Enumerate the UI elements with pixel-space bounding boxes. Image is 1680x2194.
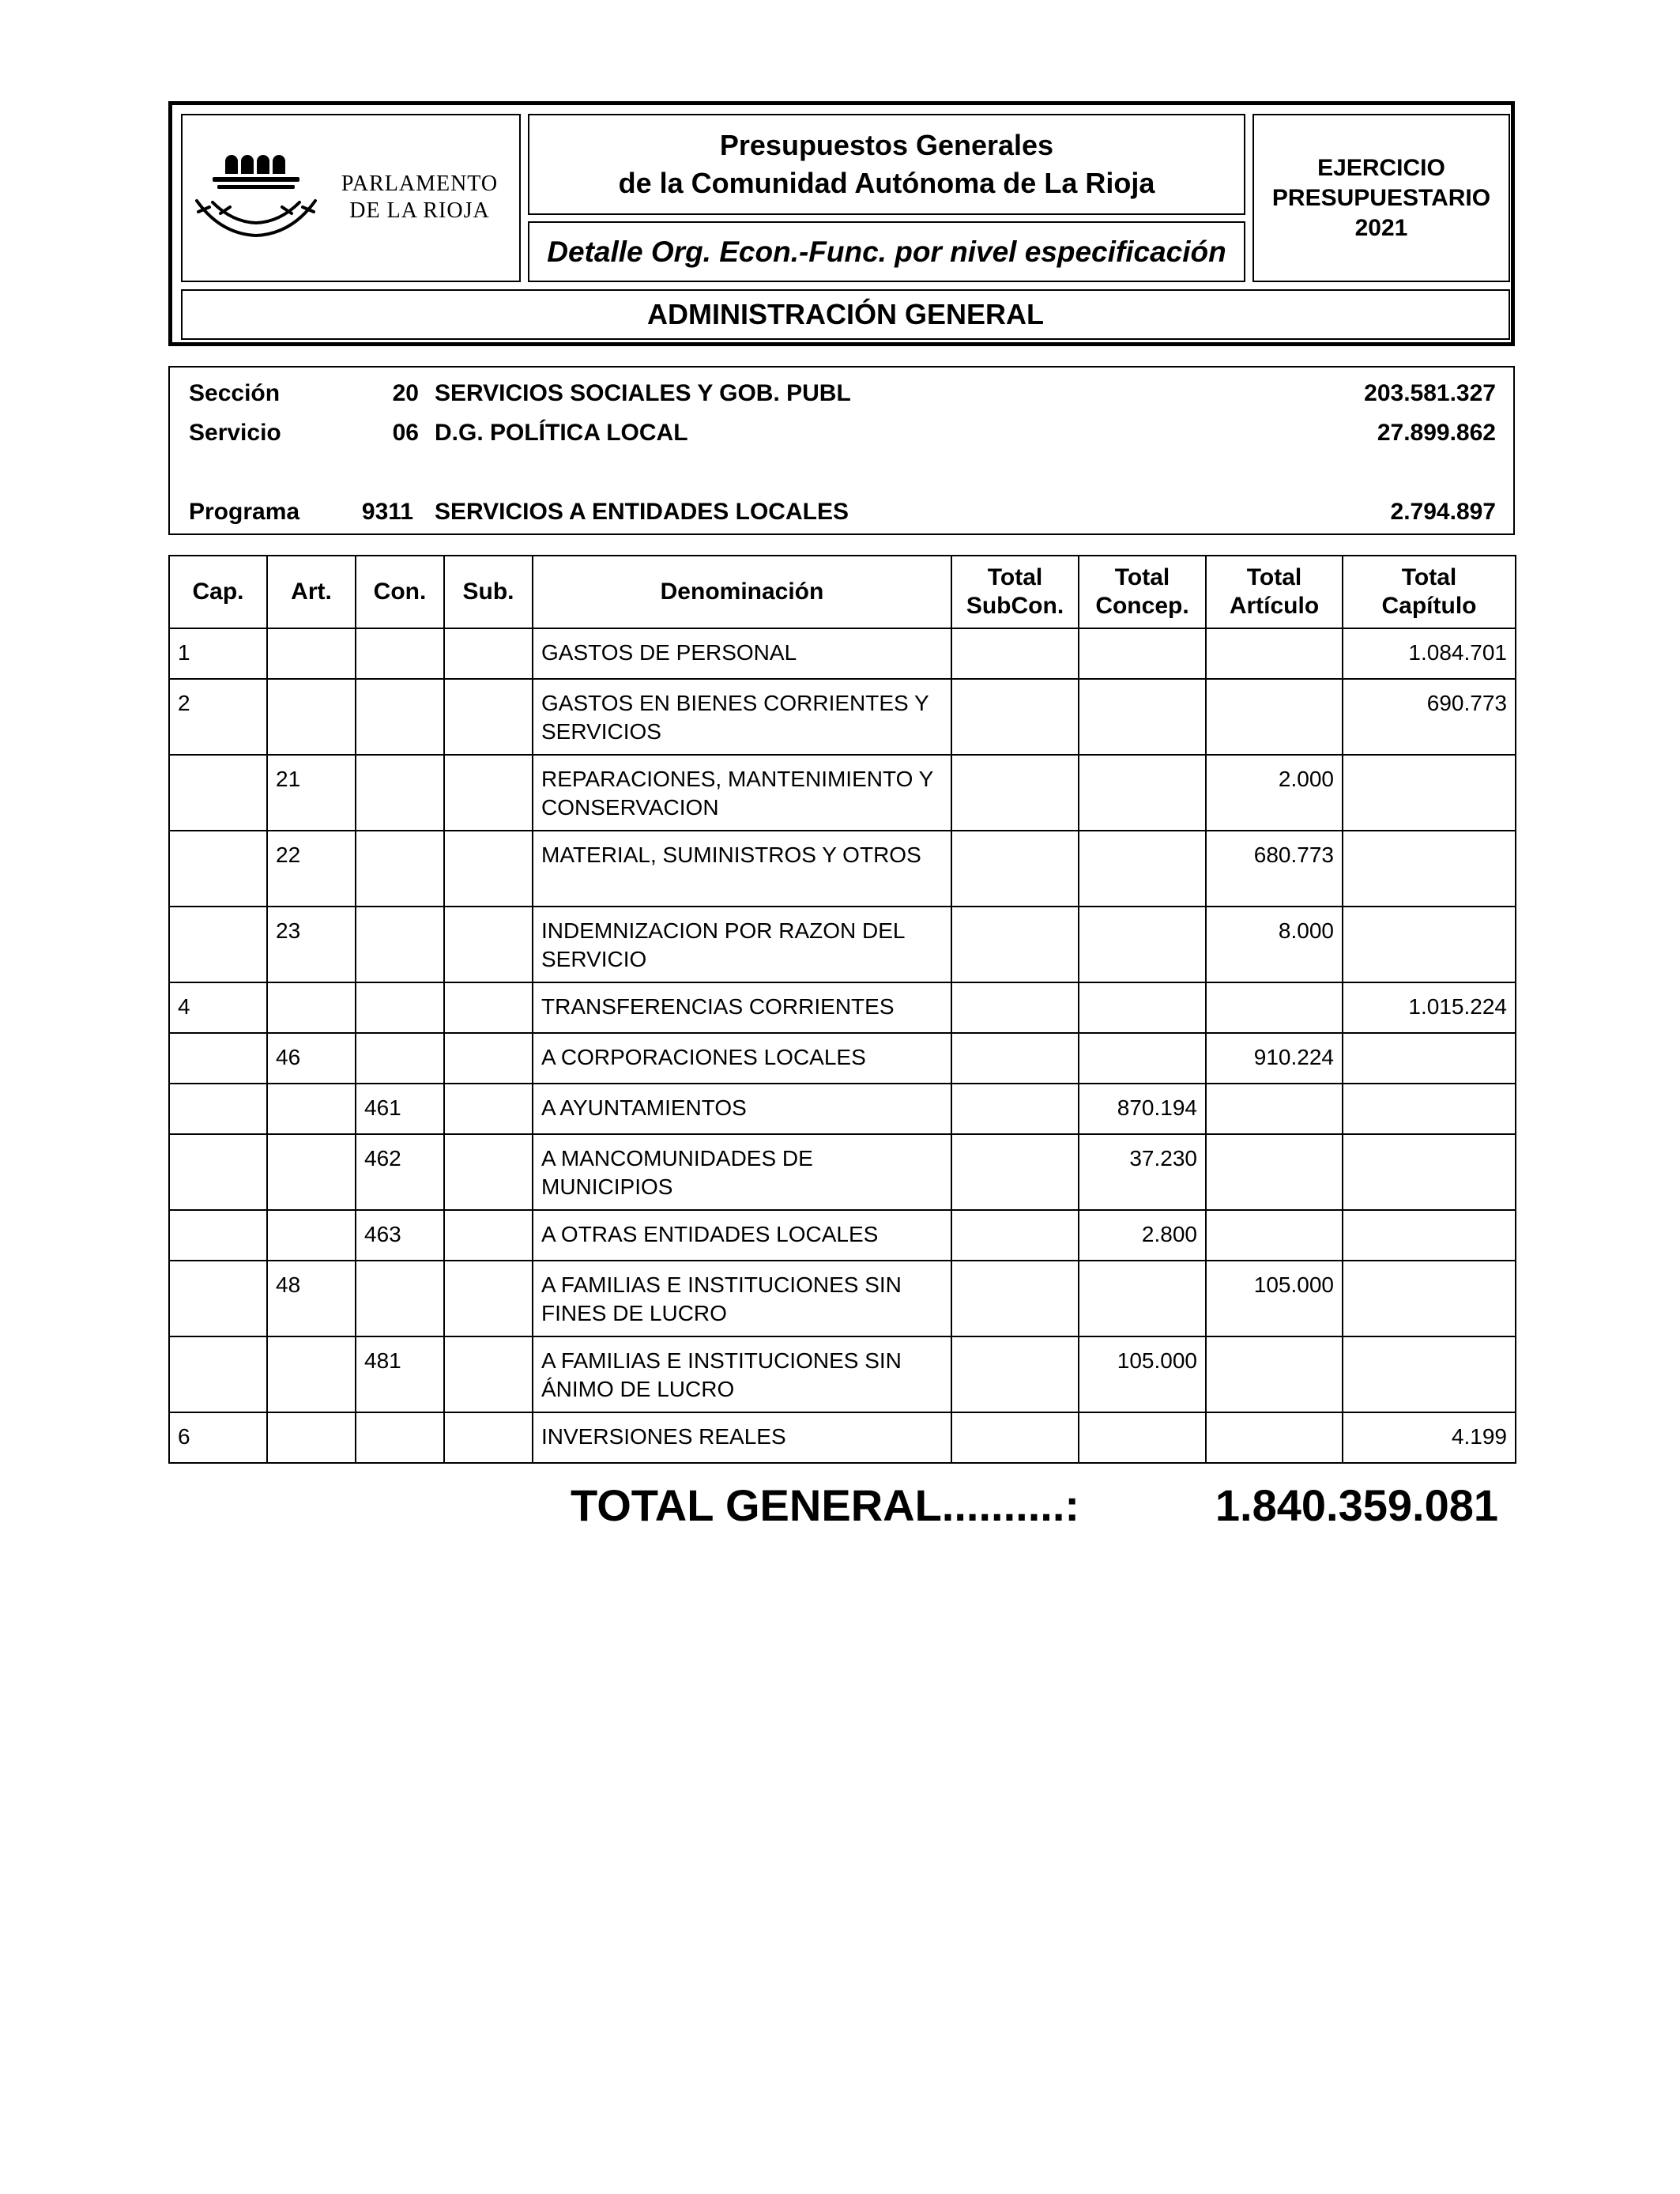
cell-articulo (1206, 679, 1343, 755)
cell-con: 461 (356, 1084, 444, 1134)
cell-sub (444, 679, 533, 755)
table-row (169, 679, 1516, 755)
cell-art (267, 1134, 356, 1210)
cell-articulo: 8.000 (1206, 907, 1343, 982)
year-box (1252, 114, 1510, 282)
cell-articulo (1206, 1134, 1343, 1210)
cell-sub (444, 1033, 533, 1084)
cell-capitulo (1343, 1336, 1516, 1412)
title-box (528, 114, 1245, 215)
table-row (169, 831, 1516, 907)
cell-art: 21 (267, 755, 356, 831)
cell-art: 23 (267, 907, 356, 982)
cell-art (267, 628, 356, 679)
seccion-code: 20 (392, 380, 419, 406)
cell-subcon (951, 679, 1079, 755)
cell-articulo: 2.000 (1206, 755, 1343, 831)
document-header (168, 101, 1515, 346)
cell-cap (169, 1336, 267, 1412)
programa-code: 9311 (361, 499, 413, 525)
cell-articulo (1206, 1084, 1343, 1134)
concep-header-l1: Total (1114, 564, 1170, 590)
table-row (169, 982, 1516, 1033)
cell-sub (444, 1412, 533, 1463)
programa-row (170, 499, 1513, 530)
servicio-code: 06 (392, 420, 419, 446)
cell-capitulo (1343, 1134, 1516, 1210)
articulo-header-l2: Artículo (1229, 593, 1320, 619)
cell-den: GASTOS DE PERSONAL (533, 628, 951, 679)
concep-header-l2: Concep. (1095, 593, 1189, 619)
cell-con (356, 1412, 444, 1463)
cell-cap: 6 (169, 1412, 267, 1463)
cell-cap: 4 (169, 982, 267, 1033)
cell-subcon (951, 1084, 1079, 1134)
cell-concep (1079, 907, 1206, 982)
cell-concep (1079, 1033, 1206, 1084)
cell-art (267, 1084, 356, 1134)
cell-sub (444, 1210, 533, 1261)
table-body (169, 628, 1516, 1463)
seccion-row (170, 380, 1513, 412)
col-capitulo-header (1343, 556, 1516, 628)
cell-den: A FAMILIAS E INSTITUCIONES SIN FINES DE LUCRO (533, 1261, 951, 1336)
cell-cap: 1 (169, 628, 267, 679)
table-row (169, 1412, 1516, 1463)
col-art-header: Art. (267, 556, 356, 628)
cell-concep: 2.800 (1079, 1210, 1206, 1261)
cell-capitulo: 1.015.224 (1343, 982, 1516, 1033)
cell-con (356, 831, 444, 907)
cell-cap: 2 (169, 679, 267, 755)
cell-cap (169, 831, 267, 907)
admin-title: ADMINISTRACIÓN GENERAL (181, 289, 1510, 340)
col-concep-header (1079, 556, 1206, 628)
col-cap-header: Cap. (169, 556, 267, 628)
cell-subcon (951, 755, 1079, 831)
subtitle: Detalle Org. Econ.-Func. por nivel especificación (528, 221, 1245, 282)
col-den-header: Denominación (533, 556, 951, 628)
cell-concep: 870.194 (1079, 1084, 1206, 1134)
capitulo-header-l2: Capítulo (1381, 593, 1477, 619)
cell-subcon (951, 1033, 1079, 1084)
cell-concep (1079, 1261, 1206, 1336)
servicio-label: Servicio (189, 420, 281, 446)
cell-art (267, 1412, 356, 1463)
year-line-2: PRESUPUESTARIO (1271, 184, 1491, 211)
cell-articulo: 680.773 (1206, 831, 1343, 907)
cell-sub (444, 1336, 533, 1412)
cell-cap (169, 1210, 267, 1261)
cell-con (356, 628, 444, 679)
cell-subcon (951, 1261, 1079, 1336)
cell-cap (169, 1134, 267, 1210)
cell-capitulo: 690.773 (1343, 679, 1516, 755)
table-row (169, 755, 1516, 831)
title-line-1: Presupuestos Generales (719, 129, 1054, 161)
cell-concep (1079, 1412, 1206, 1463)
cell-den: INVERSIONES REALES (533, 1412, 951, 1463)
cell-art: 46 (267, 1033, 356, 1084)
cell-den: GASTOS EN BIENES CORRIENTES Y SERVICIOS (533, 679, 951, 755)
cell-articulo: 910.224 (1206, 1033, 1343, 1084)
cell-sub (444, 755, 533, 831)
cell-den: INDEMNIZACION POR RAZON DEL SERVICIO (533, 907, 951, 982)
articulo-header-l1: Total (1246, 564, 1302, 590)
col-articulo-header (1206, 556, 1343, 628)
cell-sub (444, 1134, 533, 1210)
col-con-header: Con. (356, 556, 444, 628)
cell-concep (1079, 755, 1206, 831)
cell-con: 481 (356, 1336, 444, 1412)
table-row (169, 1134, 1516, 1210)
table-row (169, 1210, 1516, 1261)
cell-articulo (1206, 1210, 1343, 1261)
table-row (169, 1261, 1516, 1336)
budget-table (168, 555, 1516, 1464)
seccion-amount: 203.581.327 (1364, 380, 1496, 406)
cell-subcon (951, 1210, 1079, 1261)
servicio-amount: 27.899.862 (1377, 420, 1496, 446)
cell-subcon (951, 831, 1079, 907)
cell-art (267, 1210, 356, 1261)
parliament-logo-icon (189, 147, 323, 250)
cell-con: 462 (356, 1134, 444, 1210)
cell-con (356, 1033, 444, 1084)
cell-subcon (951, 907, 1079, 982)
cell-sub (444, 907, 533, 982)
cell-concep: 105.000 (1079, 1336, 1206, 1412)
cell-den: TRANSFERENCIAS CORRIENTES (533, 982, 951, 1033)
cell-sub (444, 982, 533, 1033)
cell-concep (1079, 982, 1206, 1033)
cell-articulo (1206, 628, 1343, 679)
cell-articulo (1206, 982, 1343, 1033)
programa-label: Programa (189, 499, 300, 525)
servicio-name: D.G. POLÍTICA LOCAL (435, 420, 688, 446)
cell-sub (444, 1261, 533, 1336)
cell-cap (169, 755, 267, 831)
table-row (169, 628, 1516, 679)
cell-con (356, 679, 444, 755)
cell-con (356, 982, 444, 1033)
cell-capitulo (1343, 1084, 1516, 1134)
servicio-row (170, 420, 1513, 451)
programa-name: SERVICIOS A ENTIDADES LOCALES (435, 499, 849, 525)
cell-concep (1079, 831, 1206, 907)
cell-den: REPARACIONES, MANTENIMIENTO Y CONSERVACION (533, 755, 951, 831)
seccion-name: SERVICIOS SOCIALES Y GOB. PUBL (435, 380, 851, 406)
cell-art: 22 (267, 831, 356, 907)
cell-den: A MANCOMUNIDADES DE MUNICIPIOS (533, 1134, 951, 1210)
subcon-header-l1: Total (987, 564, 1043, 590)
table-row (169, 907, 1516, 982)
cell-subcon (951, 628, 1079, 679)
table-row (169, 1336, 1516, 1412)
org-line-1: PARLAMENTO (341, 172, 499, 196)
table-header-row (169, 556, 1516, 628)
cell-den: A CORPORACIONES LOCALES (533, 1033, 951, 1084)
year-line-1: EJERCICIO (1317, 154, 1445, 181)
logo-box (181, 114, 521, 282)
year-value: 2021 (1354, 214, 1408, 241)
logo-text (325, 171, 514, 224)
cell-cap (169, 1033, 267, 1084)
cell-articulo: 105.000 (1206, 1261, 1343, 1336)
cell-cap (169, 1261, 267, 1336)
cell-subcon (951, 1336, 1079, 1412)
cell-capitulo (1343, 755, 1516, 831)
cell-den: MATERIAL, SUMINISTROS Y OTROS (533, 831, 951, 907)
cell-cap (169, 1084, 267, 1134)
cell-art (267, 982, 356, 1033)
seccion-label: Sección (189, 380, 281, 406)
cell-articulo (1206, 1412, 1343, 1463)
cell-capitulo: 4.199 (1343, 1412, 1516, 1463)
cell-art: 48 (267, 1261, 356, 1336)
total-value: 1.840.359.081 (1215, 1480, 1498, 1530)
title-line-2: de la Comunidad Autónoma de La Rioja (618, 167, 1155, 199)
cell-con (356, 755, 444, 831)
capitulo-header-l1: Total (1401, 564, 1457, 590)
subcon-header-l2: SubCon. (966, 593, 1064, 619)
total-label: TOTAL GENERAL..........: (571, 1480, 1080, 1530)
cell-subcon (951, 1412, 1079, 1463)
cell-capitulo (1343, 1210, 1516, 1261)
cell-capitulo: 1.084.701 (1343, 628, 1516, 679)
cell-art (267, 1336, 356, 1412)
table-row (169, 1033, 1516, 1084)
cell-den: A AYUNTAMIENTOS (533, 1084, 951, 1134)
cell-capitulo (1343, 1033, 1516, 1084)
cell-sub (444, 831, 533, 907)
cell-sub (444, 628, 533, 679)
cell-den: A FAMILIAS E INSTITUCIONES SIN ÁNIMO DE LUCRO (533, 1336, 951, 1412)
cell-subcon (951, 1134, 1079, 1210)
cell-con: 463 (356, 1210, 444, 1261)
cell-den: A OTRAS ENTIDADES LOCALES (533, 1210, 951, 1261)
info-block (168, 366, 1515, 535)
cell-subcon (951, 982, 1079, 1033)
col-subcon-header (951, 556, 1079, 628)
cell-capitulo (1343, 831, 1516, 907)
cell-capitulo (1343, 907, 1516, 982)
cell-articulo (1206, 1336, 1343, 1412)
programa-amount: 2.794.897 (1390, 499, 1496, 525)
col-sub-header: Sub. (444, 556, 533, 628)
cell-con (356, 907, 444, 982)
org-line-2: DE LA RIOJA (349, 198, 490, 223)
cell-concep (1079, 679, 1206, 755)
cell-art (267, 679, 356, 755)
table-row (169, 1084, 1516, 1134)
cell-concep (1079, 628, 1206, 679)
cell-capitulo (1343, 1261, 1516, 1336)
cell-concep: 37.230 (1079, 1134, 1206, 1210)
cell-con (356, 1261, 444, 1336)
cell-sub (444, 1084, 533, 1134)
cell-cap (169, 907, 267, 982)
